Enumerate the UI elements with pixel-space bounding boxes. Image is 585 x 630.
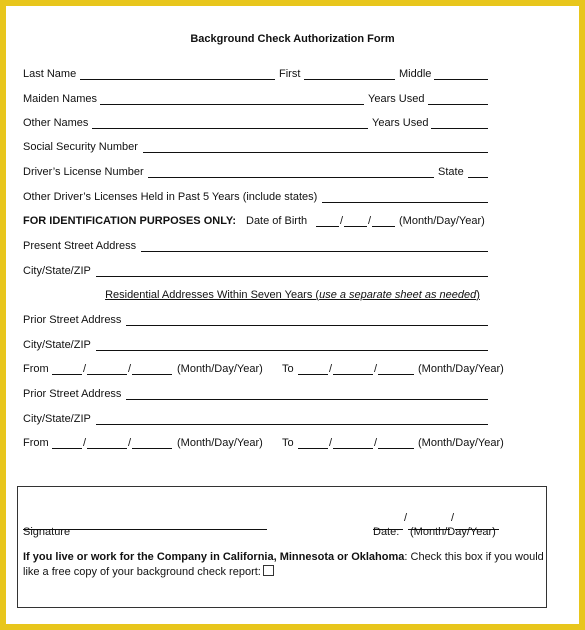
from-slash-2b: / (128, 437, 132, 449)
maiden-names-row (23, 92, 573, 106)
prior-city-row-2 (23, 412, 573, 426)
first-name-field[interactable] (304, 67, 395, 80)
ssn-row (23, 140, 573, 154)
drivers-license-row (23, 165, 573, 179)
from-to-row-2 (23, 436, 573, 450)
id-purposes-label: FOR IDENTIFICATION PURPOSES ONLY: (23, 215, 237, 227)
residential-header-close: ) (476, 289, 480, 301)
to-day-field-1[interactable] (333, 362, 373, 375)
to-slash-1b: / (374, 363, 378, 375)
last-name-field[interactable] (80, 67, 275, 80)
other-years-used-field[interactable] (431, 116, 488, 129)
from-slash-2a: / (83, 437, 87, 449)
notice-bold-text: If you live or work for the Company in California, Minnesota or Oklahoma (23, 551, 405, 563)
to-format-label-1: (Month/Day/Year) (418, 363, 504, 375)
present-street-label: Present Street Address (23, 240, 137, 252)
maiden-names-label: Maiden Names (23, 93, 97, 105)
form-title: Background Check Authorization Form (190, 33, 395, 45)
to-slash-1a: / (329, 363, 333, 375)
from-format-label-1: (Month/Day/Year) (177, 363, 263, 375)
from-day-field-2[interactable] (87, 436, 127, 449)
other-names-row (23, 116, 573, 130)
dob-slash-2: / (368, 215, 372, 227)
ssn-field[interactable] (143, 140, 488, 153)
signature-date-slash-1: / (404, 512, 408, 524)
prior-city-field-2[interactable] (96, 412, 488, 425)
dob-month-field[interactable] (316, 214, 339, 227)
last-name-label: Last Name (23, 68, 77, 80)
ssn-label: Social Security Number (23, 141, 138, 153)
dob-label: Date of Birth (246, 215, 308, 227)
prior-street-label-2: Prior Street Address (23, 388, 122, 400)
prior-city-row-1 (23, 338, 573, 352)
prior-city-label-2: City/State/ZIP (23, 413, 91, 425)
from-slash-1a: / (83, 363, 87, 375)
notice-line-2 (23, 565, 274, 578)
residential-header-text: Residential Addresses Within Seven Years ( (105, 289, 320, 301)
dob-row (23, 214, 573, 228)
notice-line-1 (23, 551, 544, 563)
from-label-1: From (23, 363, 49, 375)
other-licenses-row (23, 190, 573, 204)
dob-year-field[interactable] (372, 214, 395, 227)
from-day-field-1[interactable] (87, 362, 127, 375)
from-month-field-1[interactable] (52, 362, 82, 375)
signature-label: Signature (23, 526, 71, 538)
to-slash-2b: / (374, 437, 378, 449)
prior-street-label-1: Prior Street Address (23, 314, 122, 326)
from-slash-1b: / (128, 363, 132, 375)
state-field[interactable] (468, 165, 488, 178)
first-name-label: First (279, 68, 301, 80)
dob-day-field[interactable] (344, 214, 367, 227)
present-city-label: City/State/ZIP (23, 265, 91, 277)
prior-city-label-1: City/State/ZIP (23, 339, 91, 351)
signature-date-slash-2: / (451, 512, 455, 524)
present-city-field[interactable] (96, 264, 488, 277)
to-year-field-2[interactable] (378, 436, 414, 449)
middle-name-field[interactable] (434, 67, 488, 80)
prior-street-row-2 (23, 387, 573, 401)
from-year-field-2[interactable] (132, 436, 172, 449)
residential-header-italic: use a separate sheet as needed (319, 289, 477, 301)
other-licenses-field[interactable] (322, 190, 488, 203)
present-street-field[interactable] (141, 239, 488, 252)
to-format-label-2: (Month/Day/Year) (418, 437, 504, 449)
signature-section (17, 486, 547, 608)
maiden-names-field[interactable] (100, 92, 364, 105)
middle-name-label: Middle (399, 68, 432, 80)
from-to-row-1 (23, 362, 573, 376)
to-year-field-1[interactable] (378, 362, 414, 375)
present-street-row (23, 239, 573, 253)
state-label: State (438, 166, 464, 178)
other-years-used-label: Years Used (372, 117, 429, 129)
present-city-row (23, 264, 573, 278)
to-slash-2a: / (329, 437, 333, 449)
residential-header (6, 288, 579, 302)
other-names-field[interactable] (92, 116, 368, 129)
signature-date-label: Date: (373, 526, 400, 538)
dob-slash-1: / (340, 215, 344, 227)
from-year-field-1[interactable] (132, 362, 172, 375)
prior-street-row-1 (23, 313, 573, 327)
prior-street-field-2[interactable] (126, 387, 488, 400)
prior-city-field-1[interactable] (96, 338, 488, 351)
drivers-license-field[interactable] (148, 165, 434, 178)
signature-date-format-label: (Month/Day/Year) (410, 526, 496, 538)
prior-street-field-1[interactable] (126, 313, 488, 326)
dob-format-label: (Month/Day/Year) (399, 215, 485, 227)
notice-line-2-text: like a free copy of your background check report: (23, 566, 261, 578)
to-day-field-2[interactable] (333, 436, 373, 449)
other-names-label: Other Names (23, 117, 89, 129)
other-licenses-label: Other Driver’s Licenses Held in Past 5 Years (include states) (23, 191, 318, 203)
maiden-years-used-field[interactable] (428, 92, 488, 105)
to-label-1: To (282, 363, 294, 375)
name-row (23, 67, 573, 81)
drivers-license-label: Driver’s License Number (23, 166, 144, 178)
notice-rest-text: : Check this box if you would (404, 551, 544, 563)
to-month-field-1[interactable] (298, 362, 328, 375)
from-format-label-2: (Month/Day/Year) (177, 437, 263, 449)
to-label-2: To (282, 437, 294, 449)
to-month-field-2[interactable] (298, 436, 328, 449)
from-label-2: From (23, 437, 49, 449)
from-month-field-2[interactable] (52, 436, 82, 449)
maiden-years-used-label: Years Used (368, 93, 425, 105)
free-copy-checkbox[interactable] (263, 565, 274, 576)
